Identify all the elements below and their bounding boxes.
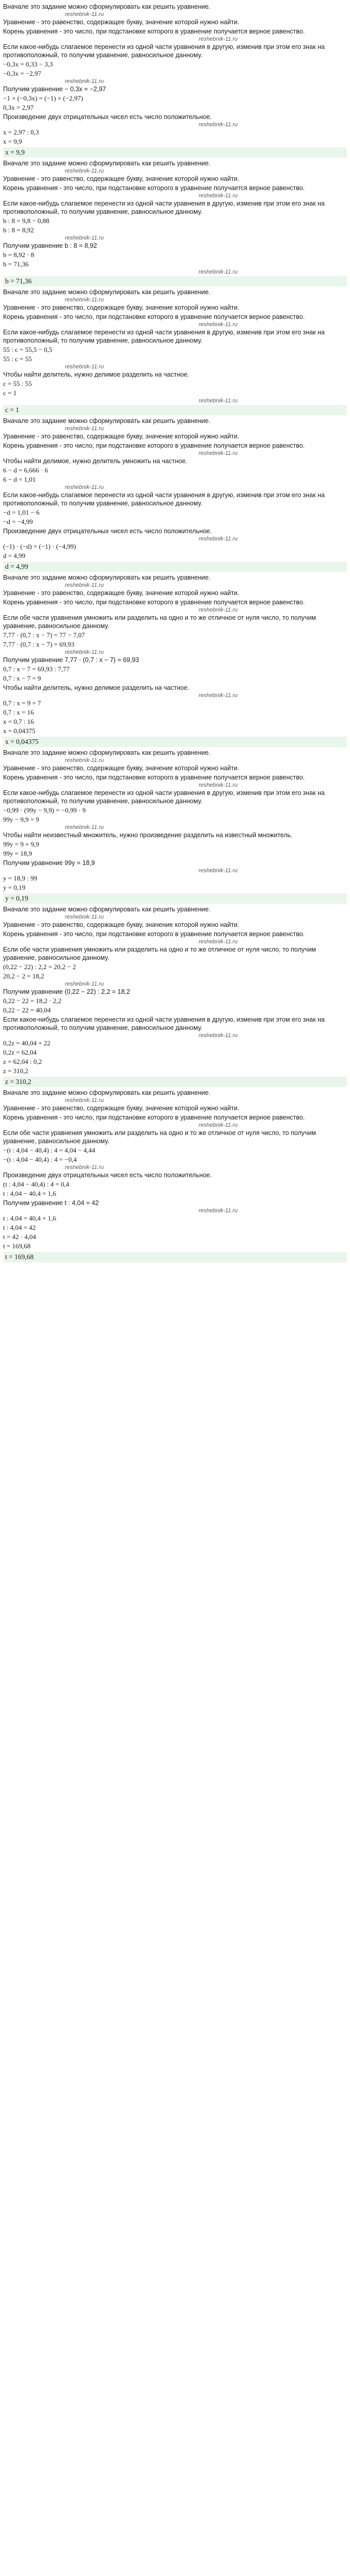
- solution-section: [3, 905, 347, 1087]
- watermark: reshebnik-11.ru: [65, 914, 104, 920]
- equation-step: 99y = 18,9: [3, 850, 32, 857]
- watermark: reshebnik-11.ru: [199, 1122, 238, 1128]
- equation-step: −d = 1,01 − 6: [3, 509, 40, 516]
- rule-text: Произведение двух отрицательных чисел есть число положительное.: [3, 528, 212, 535]
- equation-step: t : 4,04 = 40,4 + 1,6: [3, 1214, 57, 1222]
- definition-text: Уравнение - это равенство, содержащее букву, значение которой нужно найти.: [3, 175, 239, 182]
- intro-text: Вначале это задание можно сформулировать как решить уравнение.: [3, 574, 211, 581]
- equation-step: c = 1: [3, 389, 17, 397]
- intro-text: Вначале это задание можно сформулировать как решить уравнение.: [3, 289, 211, 296]
- solution-section: [3, 2, 347, 158]
- answer-line: z = 310,2: [3, 1077, 347, 1087]
- equation-step: z = 310,2: [3, 1067, 28, 1075]
- equation-step: 20,2 − 2 = 18,2: [3, 972, 44, 980]
- equation-step: −d = −4,99: [3, 518, 33, 526]
- rule-text: Если какое-нибудь слагаемое перенести из одной части уравнения в другую, изменив при этом его знак на противоположный, то получим уравнение, равносильное данному.: [3, 43, 325, 59]
- watermark: reshebnik-11.ru: [65, 582, 104, 588]
- equation-step: d = 4,99: [3, 552, 26, 560]
- definition-text: Уравнение - это равенство, содержащее букву, значение которой нужно найти.: [3, 921, 239, 928]
- definition-text: Уравнение - это равенство, содержащее букву, значение которой нужно найти.: [3, 433, 239, 440]
- equation-step: 0,22 − 22 = 18,2 · 2,2: [3, 997, 62, 1005]
- rule-text: Если обе части уравнения умножить или разделить на одно и то же отличное от нуля число, то получим уравнение, равносильное данному.: [3, 946, 316, 961]
- solution-section: [3, 416, 347, 572]
- intro-text: Вначале это задание можно сформулировать как решить уравнение.: [3, 160, 211, 167]
- solution-section: [3, 1088, 347, 1262]
- equation-step: z = 62,04 : 0,2: [3, 1058, 42, 1065]
- equation-step: (0,22 − 22) : 2,2 = 20,2 − 2: [3, 963, 76, 971]
- equation-step: 0,2z = 40,04 + 22: [3, 1039, 50, 1047]
- equation-step: b : 8 = 9,8 − 0,88: [3, 217, 49, 225]
- equation-step: 7,77 · (0,7 : x − 7) = 69,93: [3, 640, 75, 648]
- equation-step: 55 : c = 55,5 − 0,5: [3, 346, 52, 353]
- watermark: reshebnik-11.ru: [199, 939, 238, 945]
- watermark: reshebnik-11.ru: [65, 824, 104, 831]
- equation-step: −0,3x = 0,33 − 3,3: [3, 60, 53, 68]
- equation-step: −(t : 4,04 − 40,4) : 4 = −0,4: [3, 1156, 77, 1163]
- solution-section: [3, 159, 347, 286]
- rule-text: Чтобы найти делитель, нужно делимое разделить на частное.: [3, 684, 189, 691]
- watermark: reshebnik-11.ru: [199, 692, 238, 699]
- rule-text: Получим уравнение t : 4,04 = 42: [3, 1199, 99, 1207]
- watermark: reshebnik-11.ru: [65, 235, 104, 241]
- watermark: reshebnik-11.ru: [65, 364, 104, 370]
- equation-step: x = 9,9: [3, 138, 22, 145]
- intro-text: Вначале это задание можно сформулировать как решить уравнение.: [3, 749, 211, 756]
- equation-step: y = 18,9 : 99: [3, 874, 38, 882]
- watermark: reshebnik-11.ru: [199, 607, 238, 613]
- answer-line: x = 9,9: [3, 147, 347, 158]
- watermark: reshebnik-11.ru: [199, 122, 238, 128]
- definition-text: Уравнение - это равенство, содержащее букву, значение которой нужно найти.: [3, 1105, 239, 1112]
- answer-line: t = 169,68: [3, 1252, 347, 1262]
- intro-text: Вначале это задание можно сформулировать как решить уравнение.: [3, 417, 211, 425]
- explanation-text: Чтобы найти делитель, нужно делимое разделить на частное.: [3, 371, 189, 378]
- definition-text: Уравнение - это равенство, содержащее букву, значение которой нужно найти.: [3, 765, 239, 772]
- answer-line: d = 4,99: [3, 562, 347, 572]
- equation-step: b : 8 = 8,92: [3, 226, 34, 234]
- intro-text: Вначале это задание можно сформулировать как решить уравнение.: [3, 3, 211, 10]
- root-definition-text: Корень уравнения - это число, при подстановке которого в уравнение получается верное равенство.: [3, 774, 305, 781]
- explanation-text: Получим уравнение 7,77 · (0,7 : x − 7) = 69,93: [3, 656, 139, 664]
- intro-text: Вначале это задание можно сформулировать как решить уравнение.: [3, 906, 211, 913]
- rule-text: Если обе части уравнения умножить или разделить на одно и то же отличное от нуля число, то получим уравнение, равносильное данному.: [3, 1129, 316, 1145]
- equation-step: (t : 4,04 − 40,4) : 4 = 0,4: [3, 1180, 69, 1188]
- solution-section: [3, 287, 347, 415]
- root-definition-text: Корень уравнения - это число, при подстановке которого в уравнение получается верное равенство.: [3, 28, 305, 35]
- equation-step: 6 − d = 1,01: [3, 476, 36, 483]
- definition-text: Уравнение - это равенство, содержащее букву, значение которой нужно найти.: [3, 19, 239, 26]
- answer-line: b = 71,36: [3, 276, 347, 286]
- equation-step: t : 4,04 = 42: [3, 1224, 36, 1231]
- watermark: reshebnik-11.ru: [65, 757, 104, 764]
- watermark: reshebnik-11.ru: [65, 426, 104, 432]
- watermark: reshebnik-11.ru: [65, 1097, 104, 1104]
- definition-text: Уравнение - это равенство, содержащее букву, значение которой нужно найти.: [3, 589, 239, 597]
- watermark: reshebnik-11.ru: [65, 78, 104, 84]
- watermark: reshebnik-11.ru: [65, 168, 104, 174]
- equation-step: x = 0,7 : 16: [3, 718, 34, 725]
- watermark: reshebnik-11.ru: [199, 321, 238, 328]
- equation-step: 0,2z = 62,04: [3, 1048, 37, 1056]
- equation-step: 7,77 · (0,7 : x − 7) = 77 − 7,07: [3, 631, 85, 639]
- watermark: reshebnik-11.ru: [65, 11, 104, 18]
- root-definition-text: Корень уравнения - это число, при подстановке которого в уравнение получается верное равенство.: [3, 184, 305, 192]
- watermark: reshebnik-11.ru: [199, 536, 238, 542]
- equation-step: −0,3x = −2,97: [3, 70, 41, 77]
- equation-step: 0,7 : x = 16: [3, 708, 34, 716]
- watermark: reshebnik-11.ru: [65, 981, 104, 987]
- watermark: reshebnik-11.ru: [65, 1164, 104, 1171]
- equation-step: 0,7 : x − 7 = 9: [3, 674, 41, 682]
- solution-section: [3, 573, 347, 747]
- watermark: reshebnik-11.ru: [65, 297, 104, 303]
- equation-step: 0,7 : x − 7 = 69,93 : 7,77: [3, 665, 70, 673]
- watermark: reshebnik-11.ru: [199, 269, 238, 275]
- equation-step: c = 55 : 55: [3, 380, 32, 387]
- answer-line: x = 0,04375: [3, 737, 347, 747]
- equation-step: b = 8,92 · 8: [3, 251, 34, 259]
- watermark: reshebnik-11.ru: [199, 868, 238, 874]
- answer-line: y = 0,19: [3, 893, 347, 904]
- equation-step: 99y = 9 + 9,9: [3, 840, 39, 848]
- root-definition-text: Корень уравнения - это число, при подстановке которого в уравнение получается верное равенство.: [3, 930, 305, 938]
- equation-step: t = 42 · 4,04: [3, 1233, 37, 1241]
- watermark: reshebnik-11.ru: [199, 450, 238, 456]
- watermark: reshebnik-11.ru: [199, 1208, 238, 1214]
- equation-step: b = 71,36: [3, 260, 29, 268]
- explanation-text: Получим уравнение (0,22 − 22) : 2,2 = 18,2: [3, 988, 130, 995]
- rule-text: Получим уравнение 99y = 18,9: [3, 859, 95, 867]
- equation-step: t : 4,04 − 40,4 = 1,6: [3, 1190, 57, 1197]
- equation-step: x = 2,97 : 0,3: [3, 128, 39, 136]
- root-definition-text: Корень уравнения - это число, при подстановке которого в уравнение получается верное равенство.: [3, 599, 305, 606]
- equation-step: −0,99 · (99y − 9,9) = −0,99 · 9: [3, 806, 86, 814]
- equation-step: 6 − d = 6,666 · 6: [3, 466, 48, 474]
- root-definition-text: Корень уравнения - это число, при подстановке которого в уравнение получается верное равенство.: [3, 1114, 305, 1121]
- watermark: reshebnik-11.ru: [199, 193, 238, 199]
- rule-text: Если какое-нибудь слагаемое перенести из одной части уравнения в другую, изменив при этом его знак на противоположный, то получим уравнение, равносильное данному.: [3, 1016, 325, 1031]
- watermark: reshebnik-11.ru: [199, 782, 238, 788]
- watermark: reshebnik-11.ru: [65, 484, 104, 490]
- explanation-text: Получим уравнение − 0,3x = −2,97: [3, 86, 106, 93]
- watermark: reshebnik-11.ru: [65, 649, 104, 655]
- rule-text: Если обе части уравнения умножить или разделить на одно и то же отличное от нуля число, то получим уравнение, равносильное данному.: [3, 614, 316, 630]
- equation-step: 0,7 : x = 9 + 7: [3, 699, 41, 707]
- watermark: reshebnik-11.ru: [199, 398, 238, 404]
- explanation-text: Чтобы найти неизвестный множитель, нужно произведение разделить на известный множитель.: [3, 832, 293, 839]
- rule-text: Чтобы найти делимое, нужно делитель умножить на частное.: [3, 457, 188, 465]
- definition-text: Уравнение - это равенство, содержащее букву, значение которой нужно найти.: [3, 304, 239, 311]
- equation-step: −1 × (−0,3x) = (−1) × (−2,97): [3, 94, 83, 102]
- equation-step: x = 0,04375: [3, 727, 36, 735]
- root-definition-text: Корень уравнения - это число, при подстановке которого в уравнение получается верное равенство.: [3, 442, 305, 449]
- rule-text: Если какое-нибудь слагаемое перенести из одной части уравнения в другую, изменив при этом его знак на противоположный, то получим уравнение, равносильное данному.: [3, 329, 325, 344]
- equation-step: 0,22 − 22 = 40,04: [3, 1006, 51, 1014]
- equation-step: 55 : c = 55: [3, 355, 32, 363]
- equation-step: 99y − 9,9 = 9: [3, 816, 39, 823]
- equation-step: y = 0,19: [3, 884, 26, 891]
- equation-step: −(t : 4,04 − 40,4) : 4 = 4,04 − 4,44: [3, 1146, 95, 1154]
- explanation-text: Если какое-нибудь слагаемое перенести из одной части уравнения в другую, изменив при этом его знак на противоположный, то получим уравнение, равносильное данному.: [3, 492, 325, 507]
- equation-step: t = 169,68: [3, 1242, 31, 1250]
- explanation-text: Произведение двух отрицательных чисел есть число положительное.: [3, 1172, 212, 1179]
- solution-document: [0, 0, 350, 1266]
- rule-text: Если какое-нибудь слагаемое перенести из одной части уравнения в другую, изменив при этом его знак на противоположный, то получим уравнение, равносильное данному.: [3, 789, 325, 805]
- rule-text: Произведение двух отрицательных чисел есть число положительное.: [3, 113, 212, 121]
- watermark: reshebnik-11.ru: [199, 36, 238, 42]
- solution-section: [3, 748, 347, 904]
- watermark: reshebnik-11.ru: [199, 1032, 238, 1039]
- explanation-text: Получим уравнение b : 8 = 8,92: [3, 242, 97, 249]
- answer-line: c = 1: [3, 405, 347, 415]
- intro-text: Вначале это задание можно сформулировать как решить уравнение.: [3, 1089, 211, 1096]
- equation-step: (−1) · (−d) = (−1) · (−4,99): [3, 543, 76, 550]
- rule-text: Если какое-нибудь слагаемое перенести из одной части уравнения в другую, изменив при этом его знак на противоположный, то получим уравнение, равносильное данному.: [3, 200, 325, 215]
- equation-step: 0,3x = 2,97: [3, 104, 34, 111]
- root-definition-text: Корень уравнения - это число, при подстановке которого в уравнение получается верное равенство.: [3, 313, 305, 320]
